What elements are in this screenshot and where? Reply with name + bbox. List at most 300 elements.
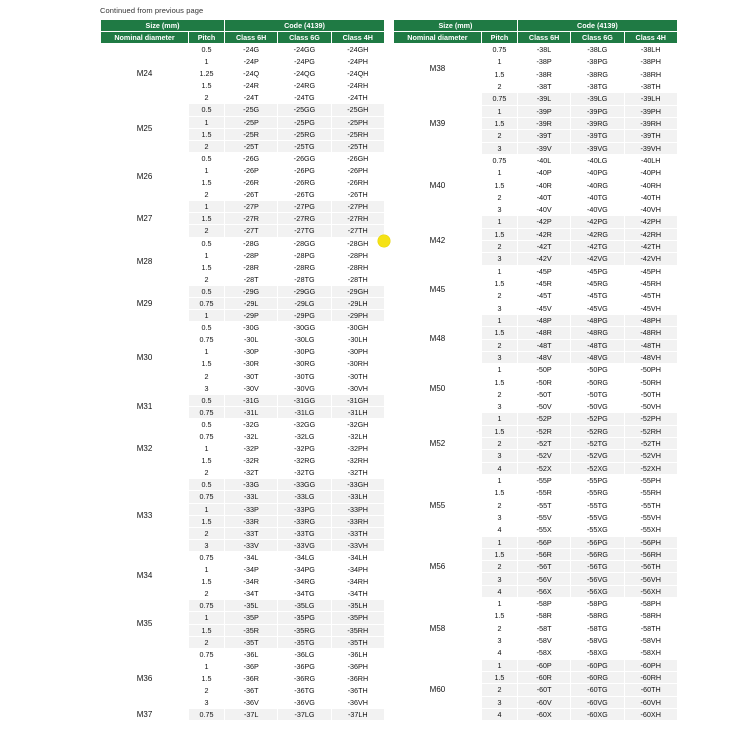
pitch-cell: 1.5 [481,228,517,240]
class-6h-cell: -55X [517,524,570,536]
class-4h-cell: -60VH [624,696,677,708]
table-row [393,659,677,671]
class-6g-cell: -30PG [278,346,331,358]
class-4h-cell: -26TH [331,189,384,201]
class-4h-cell: -27RH [331,213,384,225]
class-6h-cell: -30L [225,334,278,346]
class-6h-cell: -56P [517,536,570,548]
class-4h-cell: -28RH [331,261,384,273]
class-6h-cell: -31G [225,394,278,406]
class-6g-cell: -34TG [278,588,331,600]
header-group-row [393,20,677,32]
pitch-cell: 0.75 [189,334,225,346]
class-6h-cell: -55R [517,487,570,499]
class-4h-cell: -58TH [624,622,677,634]
nominal-diameter-cell: M50 [393,364,481,413]
class-4h-cell: -39TH [624,130,677,142]
class-6g-cell: -58TG [571,622,624,634]
pitch-cell: 1 [189,164,225,176]
class-4h-cell: -34TH [331,588,384,600]
class-6g-cell: -32RG [278,455,331,467]
pitch-cell: 1 [481,56,517,68]
class-6g-cell: -28PG [278,249,331,261]
class-6h-cell: -30T [225,370,278,382]
class-4h-cell: -34RH [331,576,384,588]
nominal-diameter-cell: M48 [393,314,481,363]
class-6g-cell: -56TG [571,561,624,573]
class-6g-cell: -36LG [278,648,331,660]
table-row [101,152,385,164]
pitch-cell: 3 [481,302,517,314]
class-4h-cell: -42TH [624,241,677,253]
pitch-cell: 0.5 [189,44,225,56]
class-6h-cell: -40R [517,179,570,191]
class-4h-cell: -60XH [624,708,677,720]
pitch-cell: 4 [481,708,517,720]
class-6g-cell: -56VG [571,573,624,585]
nominal-diameter-cell: M30 [101,322,189,395]
table-row [101,201,385,213]
pitch-cell: 3 [481,253,517,265]
class-6g-cell: -52XG [571,462,624,474]
pitch-cell: 2 [481,339,517,351]
pitch-cell: 0.75 [189,297,225,309]
pitch-cell: 3 [481,573,517,585]
class-4h-cell: -35TH [331,636,384,648]
class-6g-cell: -42RG [571,228,624,240]
class-6h-cell: -52V [517,450,570,462]
class-4h-cell: -60RH [624,671,677,683]
class-6h-cell: -50R [517,376,570,388]
pitch-cell: 1 [481,413,517,425]
class-6g-cell: -40VG [571,204,624,216]
class-4h-cell: -34PH [331,564,384,576]
class-6h-cell: -30P [225,346,278,358]
class-6h-cell: -50P [517,364,570,376]
class-4h-cell: -33PH [331,503,384,515]
class-6h-cell: -25R [225,128,278,140]
class-6g-cell: -24PG [278,56,331,68]
class-6g-cell: -39PG [571,105,624,117]
class-6h-cell: -45P [517,265,570,277]
header-nominal-diameter: Nominal diameter [101,32,189,44]
class-4h-cell: -32TH [331,467,384,479]
class-4h-cell: -24QH [331,68,384,80]
class-4h-cell: -29LH [331,297,384,309]
class-4h-cell: -33TH [331,527,384,539]
class-6h-cell: -36V [225,697,278,709]
pitch-cell: 1 [481,536,517,548]
class-6g-cell: -28TG [278,273,331,285]
class-6g-cell: -52RG [571,425,624,437]
table-row [393,154,677,166]
class-4h-cell: -38TH [624,80,677,92]
pitch-cell: 0.75 [189,709,225,721]
pitch-cell: 0.5 [189,479,225,491]
class-4h-cell: -38RH [624,68,677,80]
class-6g-cell: -60PG [571,659,624,671]
class-4h-cell: -30VH [331,382,384,394]
pitch-cell: 1 [189,503,225,515]
class-4h-cell: -48VH [624,351,677,363]
class-6h-cell: -32G [225,418,278,430]
class-6g-cell: -28GG [278,237,331,249]
pitch-cell: 0.5 [189,418,225,430]
class-6h-cell: -36R [225,672,278,684]
class-6h-cell: -27P [225,201,278,213]
class-4h-cell: -48TH [624,339,677,351]
pitch-cell: 2 [189,684,225,696]
class-6h-cell: -48T [517,339,570,351]
class-4h-cell: -40VH [624,204,677,216]
header-class-4h: Class 4H [624,32,677,44]
class-6g-cell: -40RG [571,179,624,191]
class-6g-cell: -60XG [571,708,624,720]
pitch-cell: 1.5 [481,68,517,80]
pitch-cell: 1 [481,216,517,228]
class-6g-cell: -39TG [571,130,624,142]
class-4h-cell: -55PH [624,474,677,486]
pitch-cell: 1.5 [189,624,225,636]
table-row [101,709,385,721]
class-4h-cell: -36PH [331,660,384,672]
class-6g-cell: -35LG [278,600,331,612]
class-4h-cell: -36LH [331,648,384,660]
pitch-cell: 1 [189,56,225,68]
thread-code-table-right [393,19,678,721]
class-6g-cell: -45VG [571,302,624,314]
class-4h-cell: -24GH [331,44,384,56]
class-6h-cell: -28P [225,249,278,261]
class-6h-cell: -32R [225,455,278,467]
class-6h-cell: -38L [517,44,570,56]
class-6h-cell: -26P [225,164,278,176]
nominal-diameter-cell: M34 [101,551,189,599]
class-6g-cell: -30LG [278,334,331,346]
class-4h-cell: -50RH [624,376,677,388]
class-4h-cell: -60TH [624,684,677,696]
class-4h-cell: -35LH [331,600,384,612]
class-6h-cell: -48P [517,314,570,326]
nominal-diameter-cell: M37 [101,709,189,721]
pitch-cell: 1 [189,249,225,261]
header-pitch: Pitch [481,32,517,44]
pitch-cell: 1.5 [189,455,225,467]
class-6h-cell: -32P [225,443,278,455]
pitch-cell: 1.5 [481,487,517,499]
pitch-cell: 1 [189,443,225,455]
class-6g-cell: -56XG [571,585,624,597]
table-row [101,44,385,56]
class-6g-cell: -55PG [571,474,624,486]
class-6g-cell: -42VG [571,253,624,265]
class-6g-cell: -25TG [278,140,331,152]
pitch-cell: 0.5 [189,394,225,406]
table-body-right [393,44,677,721]
pitch-cell: 1 [189,660,225,672]
class-6h-cell: -29G [225,285,278,297]
nominal-diameter-cell: M52 [393,413,481,475]
class-4h-cell: -30GH [331,322,384,334]
class-6g-cell: -33RG [278,515,331,527]
class-6g-cell: -24TG [278,92,331,104]
class-6h-cell: -56R [517,548,570,560]
class-4h-cell: -35RH [331,624,384,636]
class-6g-cell: -39RG [571,117,624,129]
pitch-cell: 1 [481,265,517,277]
class-6h-cell: -42P [517,216,570,228]
class-4h-cell: -36VH [331,697,384,709]
table-row [101,285,385,297]
class-6g-cell: -26PG [278,164,331,176]
class-6g-cell: -35PG [278,612,331,624]
nominal-diameter-cell: M36 [101,648,189,708]
pitch-cell: 2 [481,388,517,400]
class-6g-cell: -39VG [571,142,624,154]
nominal-diameter-cell: M42 [393,216,481,265]
pitch-cell: 0.75 [189,431,225,443]
class-4h-cell: -26PH [331,164,384,176]
header-code-group: Code (4139) [517,20,677,32]
class-4h-cell: -24RH [331,80,384,92]
class-4h-cell: -58PH [624,598,677,610]
class-6g-cell: -52TG [571,438,624,450]
pitch-cell: 0.75 [481,44,517,56]
class-6g-cell: -26RG [278,177,331,189]
highlight-marker [378,235,390,247]
class-6h-cell: -55P [517,474,570,486]
class-4h-cell: -37LH [331,709,384,721]
pitch-cell: 1.5 [481,548,517,560]
class-6g-cell: -29LG [278,297,331,309]
class-6h-cell: -55T [517,499,570,511]
class-6g-cell: -55VG [571,511,624,523]
class-4h-cell: -33RH [331,515,384,527]
class-6g-cell: -25RG [278,128,331,140]
class-4h-cell: -32LH [331,431,384,443]
class-4h-cell: -52VH [624,450,677,462]
class-4h-cell: -26RH [331,177,384,189]
class-6g-cell: -45PG [571,265,624,277]
class-6h-cell: -52T [517,438,570,450]
table-row [393,413,677,425]
pitch-cell: 3 [189,697,225,709]
pitch-cell: 1 [481,598,517,610]
pitch-cell: 1 [189,346,225,358]
class-6h-cell: -33V [225,539,278,551]
pitch-cell: 2 [189,636,225,648]
class-6g-cell: -34RG [278,576,331,588]
class-4h-cell: -28TH [331,273,384,285]
class-6h-cell: -58X [517,647,570,659]
class-6g-cell: -40TG [571,191,624,203]
class-4h-cell: -56VH [624,573,677,585]
nominal-diameter-cell: M24 [101,44,189,104]
class-6h-cell: -45R [517,277,570,289]
class-4h-cell: -33LH [331,491,384,503]
pitch-cell: 1.5 [481,117,517,129]
nominal-diameter-cell: M45 [393,265,481,314]
table-row [101,479,385,491]
pitch-cell: 1.5 [481,277,517,289]
class-6g-cell: -24RG [278,80,331,92]
pitch-cell: 2 [481,290,517,302]
pitch-cell: 1.5 [189,576,225,588]
class-6g-cell: -48RG [571,327,624,339]
class-4h-cell: -35PH [331,612,384,624]
class-4h-cell: -33VH [331,539,384,551]
nominal-diameter-cell: M55 [393,474,481,536]
header-column-row [393,32,677,44]
class-6g-cell: -30GG [278,322,331,334]
class-6h-cell: -34T [225,588,278,600]
class-6h-cell: -24P [225,56,278,68]
pitch-cell: 1 [481,314,517,326]
class-6h-cell: -52X [517,462,570,474]
class-6g-cell: -27PG [278,201,331,213]
table-row [393,93,677,105]
pitch-cell: 3 [189,539,225,551]
pitch-cell: 2 [481,191,517,203]
class-4h-cell: -42VH [624,253,677,265]
table-row [393,44,677,56]
class-6h-cell: -37L [225,709,278,721]
nominal-diameter-cell: M39 [393,93,481,155]
pitch-cell: 1.5 [481,610,517,622]
header-size-group: Size (mm) [393,20,517,32]
header-nominal-diameter: Nominal diameter [393,32,481,44]
class-4h-cell: -55VH [624,511,677,523]
class-6h-cell: -38R [517,68,570,80]
class-6h-cell: -35R [225,624,278,636]
class-6h-cell: -33R [225,515,278,527]
nominal-diameter-cell: M35 [101,600,189,648]
header-pitch: Pitch [189,32,225,44]
class-6g-cell: -26TG [278,189,331,201]
class-6g-cell: -55TG [571,499,624,511]
class-4h-cell: -45PH [624,265,677,277]
class-6h-cell: -39R [517,117,570,129]
table-row [101,648,385,660]
pitch-cell: 4 [481,585,517,597]
class-6g-cell: -36RG [278,672,331,684]
class-4h-cell: -36TH [331,684,384,696]
pitch-cell: 0.75 [189,551,225,563]
class-6g-cell: -33LG [278,491,331,503]
class-6g-cell: -48VG [571,351,624,363]
class-4h-cell: -56PH [624,536,677,548]
class-4h-cell: -29PH [331,310,384,322]
nominal-diameter-cell: M58 [393,598,481,660]
class-6h-cell: -29L [225,297,278,309]
pitch-cell: 3 [481,511,517,523]
class-6h-cell: -39L [517,93,570,105]
class-4h-cell: -52RH [624,425,677,437]
class-4h-cell: -34LH [331,551,384,563]
class-6g-cell: -38PG [571,56,624,68]
table-row [101,237,385,249]
pitch-cell: 1.5 [189,358,225,370]
class-6h-cell: -33G [225,479,278,491]
pitch-cell: 0.5 [189,152,225,164]
header-group-row [101,20,385,32]
class-6h-cell: -27R [225,213,278,225]
class-6g-cell: -48TG [571,339,624,351]
class-6g-cell: -35TG [278,636,331,648]
pitch-cell: 1 [481,474,517,486]
class-6g-cell: -56PG [571,536,624,548]
class-6g-cell: -29PG [278,310,331,322]
nominal-diameter-cell: M27 [101,201,189,237]
nominal-diameter-cell: M31 [101,394,189,418]
header-class-6h: Class 6H [517,32,570,44]
class-6h-cell: -30R [225,358,278,370]
class-6h-cell: -55V [517,511,570,523]
class-6g-cell: -30TG [278,370,331,382]
class-4h-cell: -33GH [331,479,384,491]
class-6g-cell: -27TG [278,225,331,237]
class-6h-cell: -36P [225,660,278,672]
pitch-cell: 0.75 [189,648,225,660]
pitch-cell: 3 [481,696,517,708]
pitch-cell: 1.5 [189,213,225,225]
class-6g-cell: -24QG [278,68,331,80]
pitch-cell: 2 [189,140,225,152]
pitch-cell: 1.5 [189,672,225,684]
header-class-4h: Class 4H [331,32,384,44]
class-6g-cell: -27RG [278,213,331,225]
class-6g-cell: -55XG [571,524,624,536]
class-6g-cell: -32TG [278,467,331,479]
class-6g-cell: -38TG [571,80,624,92]
class-6h-cell: -34P [225,564,278,576]
class-4h-cell: -58RH [624,610,677,622]
nominal-diameter-cell: M29 [101,285,189,321]
class-6h-cell: -26G [225,152,278,164]
class-6g-cell: -26GG [278,152,331,164]
table-row [393,364,677,376]
header-column-row [101,32,385,44]
pitch-cell: 1 [189,201,225,213]
class-6h-cell: -58R [517,610,570,622]
class-4h-cell: -56XH [624,585,677,597]
class-4h-cell: -36RH [331,672,384,684]
class-4h-cell: -30PH [331,346,384,358]
class-4h-cell: -28PH [331,249,384,261]
class-6g-cell: -30VG [278,382,331,394]
class-6h-cell: -35P [225,612,278,624]
class-6g-cell: -60TG [571,684,624,696]
class-6g-cell: -36VG [278,697,331,709]
class-6g-cell: -36PG [278,660,331,672]
pitch-cell: 0.75 [189,600,225,612]
class-6g-cell: -58VG [571,635,624,647]
nominal-diameter-cell: M56 [393,536,481,598]
pitch-cell: 2 [189,273,225,285]
class-6h-cell: -30G [225,322,278,334]
pitch-cell: 0.5 [189,237,225,249]
pitch-cell: 4 [481,524,517,536]
pitch-cell: 3 [189,382,225,394]
class-6g-cell: -58RG [571,610,624,622]
pitch-cell: 3 [481,635,517,647]
class-4h-cell: -55RH [624,487,677,499]
pitch-cell: 2 [481,684,517,696]
table-row [101,600,385,612]
header-size-group: Size (mm) [101,20,225,32]
class-4h-cell: -32GH [331,418,384,430]
table-row [393,216,677,228]
